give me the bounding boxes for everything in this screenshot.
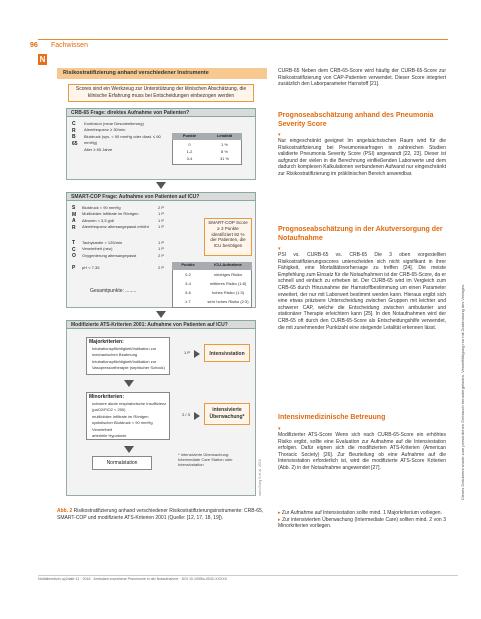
crb65-letters — [72, 121, 82, 147]
figure-caption — [57, 508, 267, 521]
smartcop-points-bottom — [150, 240, 164, 259]
ats-minor-result: intensivierte Überwachung* — [204, 403, 250, 425]
arrow-down-icon — [156, 311, 166, 318]
bullet-text: Zur Aufnahme auf Intensivstation sollte mind. 1 Majorkriterium vorliegen. — [281, 510, 442, 516]
vertical-copyright — [456, 130, 466, 500]
smartcop-points-top — [150, 205, 164, 231]
caption-label: Abb. 2 — [57, 508, 73, 514]
ats-major-items — [92, 346, 168, 372]
section-tag: Fachwissen — [51, 42, 88, 49]
smartcop-point: 1 P — [157, 246, 164, 252]
score-note: Scores sind ein Werkzeug zur Unterstützung der klinischen Abschätzung, die klinische Erfahrung muss bei Entscheidungen einbezogen werden — [68, 84, 254, 102]
ats-minor-item: systolischer Blutdruck < 90 mmHg — [92, 420, 153, 426]
smartcop-cell: 3-4 — [185, 281, 191, 286]
crb65-item: Blutdruck (sys. < 90 mmHg oder diast. ≤ 60 mmHg) — [84, 133, 161, 146]
bullet-icon: ▸ — [278, 510, 282, 516]
vertical-copyright-text: Dieses Dokument wurde zum persönlichen Gebrauch heruntergeladen. Vervielfältigung nur mit Zustimmung des Verlages. — [460, 283, 465, 500]
ats-minor-title: Minorkriterien: — [89, 394, 125, 400]
letter-65: 65 — [72, 140, 78, 147]
heading-notaufnahme: Prognoseabschätzung in der Akutversorgung der Notaufnahme — [278, 226, 443, 242]
crb65-item: Konfusion (neue Desorientierung) — [84, 121, 144, 126]
smartcop-item: Tachykardie > 125/min — [82, 240, 123, 245]
smartcop-item: Verwirrtheit (neu) — [82, 246, 113, 252]
paragraph-psi: Nur eingeschränkt geeignet Im angelsächsischen Raum wird für die Risikostratifizierung bei Pneumoniearfragen in zahlreichen Studien validierte Pneumonia Severity Score (PSI) angewandt [22, 23]. Dieser ist aufgrund der vielen in die Berechnung einfließenden Laborwerte und dem dadurch komplexen Kalkulationen verbundenen Aufwand nur eingeschränkt zur Risikostratifizierung im präklinischen Bereich anwendbar. — [278, 138, 446, 177]
paragraph-intensiv: Modifizierter ATS-Score Wenn sich nach CURB-65-Score ein erhöhtes Risiko ergibt, sollte eine Evaluation zur Aufnahme auf die Intensivstation erfolgen. Dafür eignen sich die modifizierten ATS-Kriterien (American Thoracic Society) [26]. Zur Beurteilung ob eine Aufnahme auf die Intensivstation erforderlich ist, wird die modifizierte ATS-Score Kriterien (Abb. 2) in der Notaufnahme angewendet [27]. — [278, 432, 446, 471]
triangle-icon: ▾ — [278, 426, 281, 432]
crb65-items — [84, 121, 164, 153]
smartcop-point: 2 P — [157, 205, 164, 210]
bullet-item — [278, 517, 446, 530]
letter-r: R — [72, 224, 76, 231]
caption-text: Risikostratifizierung anhand verschiedener Risikostratifizierungsinstrumente: CRB-65, SMART-COP und modifizierte ATS-Kriterien 2001 (Quelle: [12, 17, 18, 19]). — [57, 508, 264, 521]
smartcop-cell: mittleres Risiko (1:8) — [209, 281, 247, 286]
ats-normal-ward: Normalstation — [92, 456, 152, 470]
crb65-cell: 8 % — [221, 149, 228, 154]
smartcop-item: Atemfrequenz altersangepasst erhöht — [82, 224, 149, 230]
arrow-down-icon — [156, 182, 166, 189]
arrow-right-icon — [194, 350, 200, 358]
ats-major-item: Intubationspflichtigkeit/Indikation zur mechanischen Beatmung — [92, 346, 157, 358]
crb65-title: CRB-65 Frage: direktes Aufnahme von Patienten? — [66, 108, 256, 117]
triangle-icon: ▾ — [278, 132, 281, 138]
crb65-cell: 3-4 — [186, 156, 193, 161]
heading-intensiv: Intensivmedizinische Betreuung — [278, 414, 386, 421]
smartcop-letter-p-wrap — [72, 265, 82, 272]
letter-r: R — [72, 127, 76, 134]
smartcop-letters-bottom — [72, 240, 82, 260]
ats-footnote: * Intensivierte Überwachung: Intermediate Care Station oder Intensivstation — [178, 452, 233, 467]
smartcop-callout: SMART-COP Score ≥ 3 Punkte identifiziert 92 % der Patienten, die ICU benötigen — [204, 218, 252, 256]
ats-title: Modifizierte ATS-Kriterien 2001: Aufnahme von Patienten auf ICU? — [66, 320, 256, 329]
ats-minor-points: 2 / 3 — [182, 412, 190, 417]
smartcop-th-points: Punkte — [172, 262, 204, 270]
crb65-item: Atemfrequenz ≥ 30/min — [84, 127, 126, 133]
crb65-cell: 0 — [188, 142, 191, 147]
chapter-letter: N — [39, 55, 46, 64]
intro-paragraph: CURB-65 Neben dem CRB-65-Score wird häufig der CURB-65-Score zur Risikostratifizierung von CAP-Patienten verwendet. Dieser Score integriert zusätzlich den Laborparameter Harnstoff [21]. — [278, 68, 446, 88]
letter-o: O — [72, 253, 76, 259]
bullet-list — [278, 510, 446, 530]
bullet-icon: ▸ — [278, 516, 283, 523]
smartcop-letters-top — [72, 205, 82, 231]
smartcop-item: Albumin < 3,5 g/dl — [82, 217, 115, 223]
crb65-cell: 31 % — [219, 156, 230, 161]
ats-major-item: Intubationspflichtigkeit/Indikation zur Vasopressortherapie (septischer Schock) — [92, 358, 165, 371]
smartcop-th-icu: ICU-Aufnahme — [204, 262, 252, 270]
smartcop-point: 1 P — [157, 217, 164, 223]
crb65-cell: 1-2 — [186, 149, 193, 154]
smartcop-point: 2 P — [157, 252, 164, 258]
smartcop-point: 1 P — [157, 224, 164, 230]
letter-t: T — [72, 240, 76, 246]
letter-m: M — [72, 211, 77, 218]
page-number: 96 — [30, 42, 38, 49]
smartcop-cell: 5-6 — [185, 290, 191, 295]
crb65-cell: 1 % — [221, 142, 228, 147]
header-rule — [38, 39, 448, 40]
ats-major-points: 1 P — [183, 350, 190, 355]
smartcop-total: Gesamtpunkte: ........ — [90, 288, 137, 294]
letter-c: C — [72, 246, 76, 253]
smartcop-point-p-wrap — [150, 265, 164, 271]
smartcop-cell: ≥ 7 — [185, 299, 191, 304]
smartcop-point: 1 P — [157, 240, 164, 245]
ats-minor-item: multilobäre Infiltrate im Röntgen — [92, 413, 149, 419]
arrow-right-icon — [194, 412, 200, 420]
bullet-text: Zur intensivierten Überwachung (Intermediate Care) sollten mind. 2 von 3 Minorkriterien vorliegen. — [278, 516, 447, 530]
smartcop-item: Multilobäre Infiltrate im Röntgen — [82, 211, 139, 217]
smartcop-items-top — [82, 205, 160, 231]
crb65-th-letality: Letalität — [207, 133, 242, 140]
arrow-down-icon — [124, 446, 134, 453]
smartcop-title: SMART-COP Frage: Aufnahme von Patienten auf ICU? — [66, 192, 256, 201]
crb65-item: Alter ≥ 65 Jahre — [84, 146, 113, 152]
page-footer: Notfallmedizin up2date 11 · 2016 · Ambulant erworbene Pneumonie in der Notaufnahme · DOI 10.1055/s-0042-XXXXX — [38, 575, 458, 585]
ats-minor-item: schwere akute respiratorische Insuffizienz (paO2/FiO2 < 250) — [92, 401, 167, 413]
smartcop-item: Blutdruck < 90 mmHg — [82, 205, 121, 210]
smartcop-cell: sehr hohes Risiko (2:3) — [207, 299, 249, 304]
heading-psi: Prognoseabschätzung anhand des Pneumonia Severity Score — [278, 112, 434, 128]
smartcop-cell: niedriges Risiko — [213, 272, 243, 277]
figure-source-wrap — [258, 440, 264, 496]
letter-p: P — [72, 265, 76, 271]
smartcop-point: 2 P — [157, 265, 164, 270]
ats-major-title: Majorkriterien: — [89, 339, 124, 345]
ats-minor-item: Verwirrtheit — [92, 426, 113, 432]
ats-major-result: Intensivstation — [204, 344, 250, 362]
triangle-icon: ▾ — [278, 246, 281, 252]
smartcop-items-bottom — [82, 240, 160, 259]
paragraph-notaufnahme: PSI vs. CURB-65 vs. CRB-65 Die 3 oben vorgestellten Risikostratifizierungsscores unterscheiden sich nicht signifikant in ihrer Fähigkeit, eine Mortalitätsvorhersage zu treffen [24]. Die meiste Empfehlung zum Einsatz für die Notaufnahmen ist der CRB-65-Score, da er schnell und einfach zu erheben ist. Der CURB-65 wird im Vergleich zum CRB-65 durch Hinzunahme der Harnstoffbestimmung um einen Parameter erweitert, der nur mit Laborwert bestimmt werden kann. Hieraus ergibt sich eine etwas präzisere Unterscheidung zwischen Gruppen mit leichter und schwerer CAP, welche die Entscheidung zwischen ambulanter und stationärer Therapie erleichtern kann [25]. In den Notaufnahmen wird der CRB-65 oft durch den CURB-65-Score als Entscheidungshilfe verwendet, die mit zunehmender Punktzahl eine steigende Letalität erkennen lässt. — [278, 252, 446, 331]
arrow-down-icon — [124, 380, 134, 387]
smartcop-item: Oxygenierung altersangepasst — [82, 252, 137, 258]
smartcop-item: pH < 7,35 — [82, 265, 100, 270]
smartcop-item-p-wrap — [82, 265, 142, 271]
smartcop-cell: 0-2 — [185, 272, 191, 277]
letter-b: B — [72, 134, 76, 140]
letter-s: S — [72, 205, 76, 211]
figure-source: nach Ewig S et al. 2016 — [258, 459, 262, 496]
ats-minor-items — [92, 401, 168, 439]
letter-c: C — [72, 121, 76, 127]
smartcop-point: 1 P — [157, 211, 164, 217]
figure-title: Risikostratifizierung anhand verschiedener Instrumente — [57, 68, 267, 79]
bullet-item — [278, 510, 446, 517]
letter-a: A — [72, 218, 76, 224]
smartcop-cell: hohes Risiko (1:3) — [211, 290, 245, 295]
ats-minor-item: arterielle Hypotonie — [92, 433, 127, 439]
crb65-th-points: Punkte — [172, 133, 207, 140]
